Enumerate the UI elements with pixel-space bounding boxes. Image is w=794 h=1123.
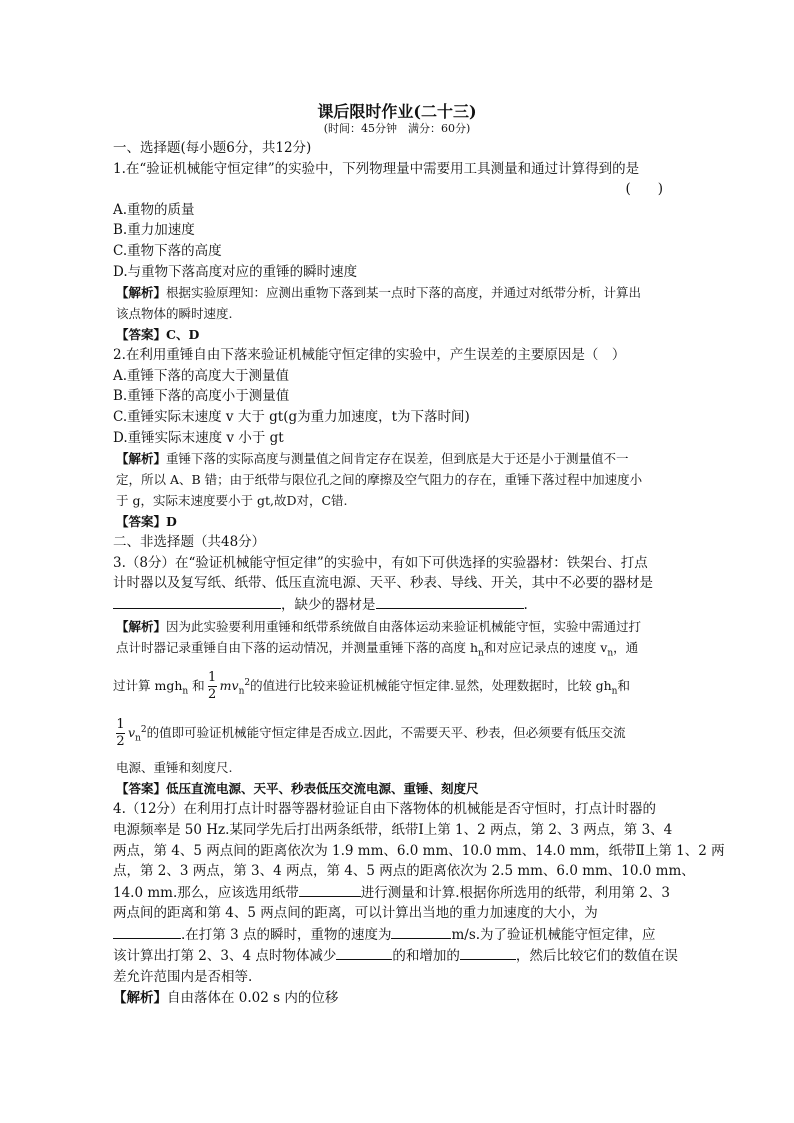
q4-analysis-line-1: [113, 988, 681, 1009]
q3-sub-n-2: n: [607, 648, 614, 658]
q3-stem-line-3: [113, 594, 681, 616]
q1-stem: 1.在“验证机械能守恒定律”的实验中，下列物理量中需要用工具测量和通过计算得到的是: [113, 160, 640, 177]
q4-analysis-text-1: 自由落体在 0.02 s 内的位移: [167, 989, 339, 1006]
section1-heading: 一、选择题(每小题6分，共12分): [113, 140, 312, 156]
q2-option-c: C.重锤实际末速度 v 大于 gt(g为重力加速度，t为下落时间): [113, 408, 470, 425]
q3-stem-mid: ，缺少的器材是: [281, 596, 376, 613]
q3-analysis-text-3a: 过计算 mgh: [113, 678, 183, 694]
frac-denominator-2: 2: [116, 733, 125, 749]
q4-blank-decrease[interactable]: [336, 945, 392, 960]
q2-stem: 2.在利用重锤自由下落来验证机械能守恒定律的实验中，产生误差的主要原因是（ ）: [113, 347, 626, 364]
section2-heading: 二、非选择题（共48分）: [113, 534, 266, 551]
q1-analysis-line-1: [116, 282, 681, 303]
q3-analysis-text-4: 的值即可验证机械能守恒定律是否成立.因此，不需要天平、秒表，但必须要有低压交流: [146, 724, 626, 740]
frac-numerator-2: 1: [116, 716, 125, 732]
q3-sub-n-1: n: [478, 648, 484, 658]
q4-line-7b: m/s.为了验证机械能守恒定律，应: [451, 926, 656, 943]
q3-sub-n-6: n: [135, 733, 141, 744]
q4-line-5a: 14.0 mm.那么，应该选用纸带: [113, 884, 299, 901]
q3-mv-symbol: mv: [219, 678, 239, 694]
q3-sup-2-b: 2: [140, 724, 147, 735]
q4-line-8a: 该计算出打第 2、3、4 点时物体减少: [113, 948, 337, 965]
q3-sub-n-4: n: [238, 686, 245, 697]
question-2: [113, 345, 681, 532]
q4-line-8c: ，然后比较它们的数值在误: [515, 948, 678, 965]
q4-line-4: 点，第 2、3 两点，第 3、4 两点，第 4、5 两点的距离依次为 2.5 mm、6.0 mm、10.0 mm、: [113, 863, 695, 880]
q3-analysis-line-1: [116, 616, 681, 637]
question-4: [113, 799, 725, 1008]
q1-option-c: C.重物下落的高度: [113, 242, 222, 259]
page-subtitle: (时间：45分钟 满分：60分): [323, 122, 471, 135]
q3-analysis-line-2: [116, 637, 681, 665]
q2-analysis-line-2: 定，所以 A、B 错；由于纸带与限位孔之间的摩擦及空气阻力的存在，重锤下落过程中加速度小: [116, 472, 643, 488]
q1-option-d: D.与重物下落高度对应的重锤的瞬时速度: [113, 263, 358, 280]
q1-option-b: B.重力加速度: [113, 222, 195, 239]
q3-sub-n-3: n: [182, 686, 189, 697]
q2-analysis-line-3: 于 g，实际末速度要小于 gt,故D对，C错.: [116, 493, 348, 509]
q3-analysis-line-3: [113, 664, 681, 711]
q2-option-a: A.重锤下落的高度大于测量值: [113, 367, 290, 384]
q3-sub-n-5: n: [611, 686, 618, 697]
q3-answer: 【答案】低压直流电源、天平、秒表低压交流电源、重锤、刻度尺: [116, 781, 479, 797]
q1-answer: 【答案】C、D: [116, 327, 200, 343]
q4-line-5b: 进行测量和计算.根据你所选用的纸带，利用第 2、3: [360, 884, 671, 901]
q1-answer-paren: ( ): [625, 181, 663, 198]
q4-line-1: 4.（12分）在利用打点计时器等器材验证自由下落物体的机械能是否守恒时，打点计时器的: [113, 801, 657, 818]
q2-analysis-line-1: [116, 448, 681, 469]
q4-line-7: [113, 924, 681, 946]
q1-analysis-line-2: 该点物体的瞬时速度.: [116, 306, 233, 322]
q3-stem-end: .: [523, 596, 528, 613]
q4-line-6: 两点间的距离和第 4、5 两点间的距离，可以计算出当地的重力加速度的大小，为: [113, 905, 598, 922]
q3-analysis-text-3c: 的值进行比较来验证机械能守恒定律.显然，处理数据时，比较 gh: [250, 678, 612, 694]
q4-blank-tape[interactable]: [299, 882, 361, 897]
q1-option-a: A.重物的质量: [113, 201, 195, 218]
q1-analysis-text-1: 根据实验原理知：应测出重物下落到某一点时下落的高度，并通过对纸带分析，计算出: [166, 285, 642, 301]
q4-blank-increase[interactable]: [460, 945, 516, 960]
q3-blank-missing[interactable]: [376, 594, 524, 609]
q3-analysis-text-2c: ，通: [613, 639, 639, 655]
q4-line-9: 差允许范围内是否相等.: [113, 969, 253, 986]
q2-analysis-label: 【解析】: [116, 451, 167, 467]
q2-analysis-text-1: 重锤下落的实际高度与测量值之间肯定存在误差，但到底是大于还是小于测量值不一: [166, 451, 629, 467]
q3-blank-unnecessary[interactable]: [113, 594, 281, 609]
page-title: 课后限时作业(二十三): [317, 102, 477, 121]
q3-analysis-line-4: [113, 711, 681, 758]
q1-analysis-label: 【解析】: [116, 285, 167, 301]
q3-analysis-text-1: 因为此实验要利用重锤和纸带系统做自由落体运动来验证机械能守恒，实验中需通过打: [166, 618, 642, 634]
q4-analysis-label: 【解析】: [113, 989, 167, 1006]
question-1: [113, 159, 681, 346]
q4-line-5: [113, 882, 681, 904]
q4-line-7a: .在打第 3 点的瞬时，重物的速度为: [181, 926, 392, 943]
fraction-one-half-1: [208, 671, 217, 702]
q3-v-symbol: v: [128, 724, 136, 740]
q3-analysis-text-2b: 和对应记录点的速度 v: [483, 639, 608, 655]
q4-line-2: 电源频率是 50 Hz.某同学先后打出两条纸带，纸带Ⅰ上第 1、2 两点，第 2、3 两点，第 3、4: [113, 821, 673, 838]
q2-option-d: D.重锤实际末速度 v 小于 gt: [113, 429, 284, 446]
question-3: [113, 553, 681, 800]
q4-blank-velocity[interactable]: [391, 924, 451, 939]
frac-denominator-1: 2: [208, 687, 217, 703]
q2-answer: 【答案】D: [116, 514, 177, 530]
q3-stem-line-1: 3.（8分）在“验证机械能守恒定律”的实验中，有如下可供选择的实验器材：铁架台、打点: [113, 554, 648, 571]
q4-blank-gravity[interactable]: [113, 924, 181, 939]
q3-analysis-text-3d: 和: [617, 678, 630, 694]
fraction-one-half-2: [116, 718, 125, 749]
q4-line-8b: 的和增加的: [392, 948, 460, 965]
frac-numerator-1: 1: [208, 670, 217, 686]
q3-analysis-text-3b: 和: [188, 678, 205, 694]
q4-line-8: [113, 945, 681, 967]
document-content: [113, 102, 725, 1008]
q3-stem-line-2: 计时器以及复写纸、纸带、低压直流电源、天平、秒表、导线、开关，其中不必要的器材是: [113, 575, 653, 592]
q3-analysis-line-5: 电源、重锤和刻度尺.: [116, 760, 233, 776]
q3-sup-2-a: 2: [244, 678, 251, 688]
q2-option-b: B.重锤下落的高度小于测量值: [113, 388, 290, 405]
q4-line-3: 两点，第 4、5 两点间的距离依次为 1.9 mm、6.0 mm、10.0 mm、14.0 mm，纸带Ⅱ上第 1、2 两: [113, 842, 725, 859]
q3-analysis-label: 【解析】: [116, 618, 167, 634]
q3-analysis-text-2: 点计时器记录重锤自由下落的运动情况，并测量重锤下落的高度 h: [116, 639, 479, 655]
